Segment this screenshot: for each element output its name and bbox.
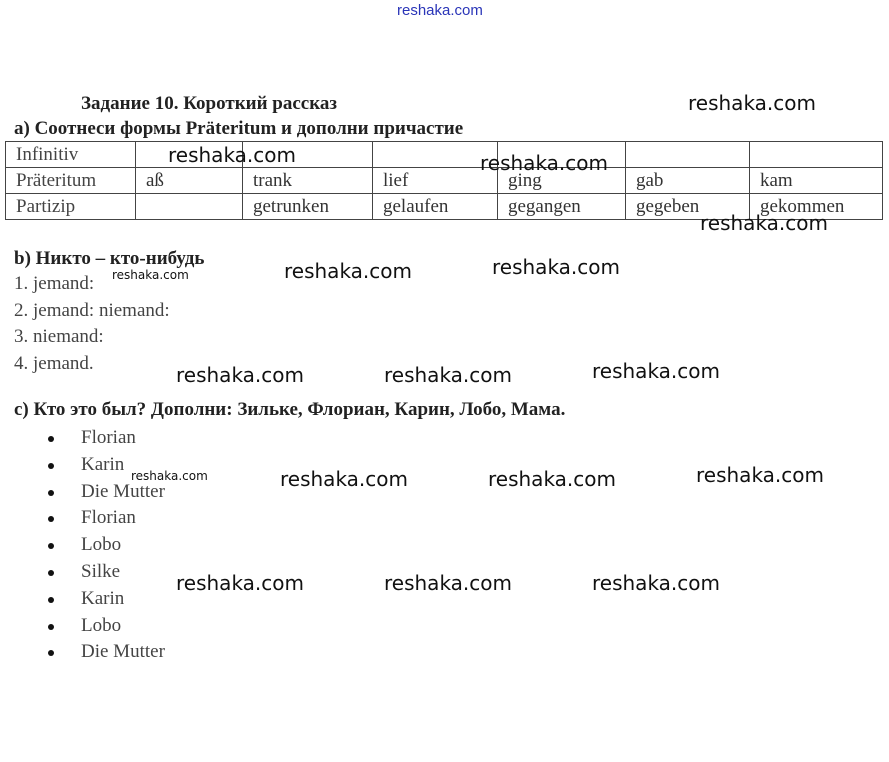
table-cell: gegangen bbox=[498, 194, 626, 220]
list-item: Die Mutter bbox=[43, 639, 165, 666]
list-item: Karin bbox=[43, 452, 165, 479]
table-cell bbox=[750, 142, 883, 168]
verb-forms-table bbox=[5, 141, 883, 220]
watermark: reshaka.com bbox=[384, 571, 512, 595]
table-cell: gekommen bbox=[750, 194, 883, 220]
list-item: 4. jemand. bbox=[14, 352, 94, 374]
list-item: Lobo bbox=[43, 613, 165, 640]
list-item: Florian bbox=[43, 425, 165, 452]
section-b-list bbox=[14, 271, 170, 377]
table-row-infinitiv bbox=[6, 142, 883, 168]
watermark: reshaka.com bbox=[700, 211, 828, 235]
watermark: reshaka.com bbox=[280, 467, 408, 491]
list-item: 1. jemand: bbox=[14, 273, 95, 294]
table-cell: aß bbox=[136, 168, 243, 194]
section-c-list bbox=[43, 425, 165, 666]
row-label-prateritum: Präteritum bbox=[6, 168, 136, 194]
table-cell: kam bbox=[750, 168, 883, 194]
table-cell: gelaufen bbox=[373, 194, 498, 220]
watermark: reshaka.com bbox=[592, 359, 720, 383]
table-cell bbox=[373, 142, 498, 168]
section-c-title: c) Кто это был? Дополни: Зильке, Флориан, Карин, Лобо, Мама. bbox=[14, 399, 566, 420]
watermark: reshaka.com bbox=[168, 143, 296, 167]
table-cell bbox=[136, 194, 243, 220]
watermark: reshaka.com bbox=[284, 259, 412, 283]
table-cell: gegeben bbox=[626, 194, 750, 220]
list-item: Die Mutter bbox=[43, 479, 165, 506]
list-item: Florian bbox=[43, 505, 165, 532]
watermark: reshaka.com bbox=[492, 255, 620, 279]
watermark: reshaka.com bbox=[112, 268, 189, 282]
table-row-prateritum bbox=[6, 168, 883, 194]
site-watermark-link[interactable]: reshaka.com bbox=[397, 2, 483, 19]
table-cell: ging bbox=[498, 168, 626, 194]
task-heading: Задание 10. Короткий рассказ bbox=[81, 93, 338, 114]
watermark: reshaka.com bbox=[688, 91, 816, 115]
row-label-partizip: Partizip bbox=[6, 194, 136, 220]
watermark: reshaka.com bbox=[131, 469, 208, 483]
watermark: reshaka.com bbox=[696, 463, 824, 487]
table-cell: getrunken bbox=[243, 194, 373, 220]
watermark: reshaka.com bbox=[480, 151, 608, 175]
table-cell: lief bbox=[373, 168, 498, 194]
watermark: reshaka.com bbox=[176, 363, 304, 387]
table-cell: trank bbox=[243, 168, 373, 194]
watermark: reshaka.com bbox=[592, 571, 720, 595]
watermark: reshaka.com bbox=[488, 467, 616, 491]
watermark: reshaka.com bbox=[384, 363, 512, 387]
list-item: Silke bbox=[43, 559, 165, 586]
table-cell bbox=[626, 142, 750, 168]
list-item: 3. niemand: bbox=[14, 326, 104, 347]
section-b-title: b) Никто – кто-нибудь bbox=[14, 248, 205, 269]
list-item: 2. jemand: niemand: bbox=[14, 299, 170, 321]
section-a-title: а) Соотнеси формы Präteritum и дополни причастие bbox=[14, 118, 464, 139]
list-item: Karin bbox=[43, 586, 165, 613]
list-item: Lobo bbox=[43, 532, 165, 559]
table-cell: gab bbox=[626, 168, 750, 194]
row-label-infinitiv: Infinitiv bbox=[6, 142, 136, 168]
watermark: reshaka.com bbox=[176, 571, 304, 595]
